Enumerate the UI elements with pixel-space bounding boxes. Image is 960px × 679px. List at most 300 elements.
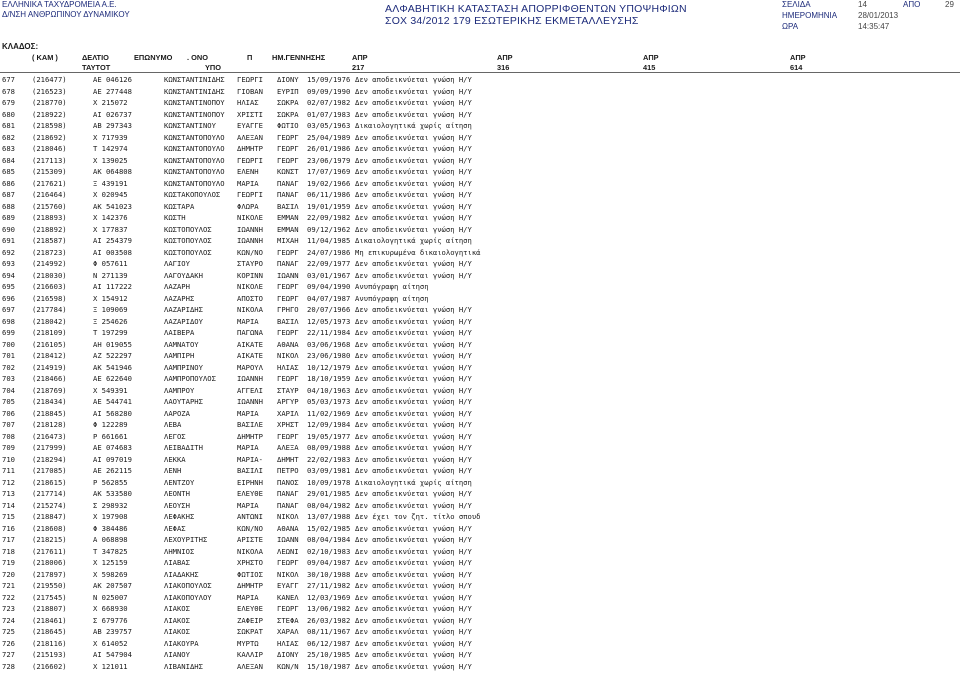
table-row — [0, 465, 960, 477]
first-name: ΙΩΑΝΝΗ — [237, 224, 263, 234]
kam-code: (218587) — [32, 236, 67, 245]
kam-code: (218770) — [32, 98, 67, 107]
col-apr1-header: ΑΠΡ — [352, 53, 368, 62]
surname: ΛΑΡΟΖΑ — [164, 408, 190, 418]
father-name: ΕΥΡΙΠ — [277, 86, 299, 96]
kam-code: (218608) — [32, 523, 67, 533]
id-card: Ρ 562855 — [93, 477, 128, 487]
id-card: Χ 121011 — [93, 661, 128, 671]
surname: ΚΩΣΤΗ — [164, 213, 186, 222]
first-name: ΑΙΚΑΤΕ — [237, 339, 263, 349]
kam-code: (216523) — [32, 86, 67, 96]
col-apr4-header: ΑΠΡ — [790, 53, 806, 62]
birth-date: 02/10/1983 — [307, 546, 351, 556]
row-number: 713 — [2, 489, 15, 498]
rejection-reason: Δεν αποδεικνύεται γνώση Η/Υ — [355, 270, 472, 280]
kam-code: (217545) — [32, 592, 67, 602]
first-name: ΜΑΡΙΑ — [237, 500, 259, 510]
col-kam-header: ( ΚΑΜ ) — [32, 53, 58, 62]
header-divider — [0, 72, 960, 73]
birth-date: 18/10/1959 — [307, 374, 351, 383]
rejection-reason: Δεν αποδεικνύεται γνώση Η/Υ — [355, 305, 472, 314]
kam-code: (218006) — [32, 558, 67, 567]
id-card: ΑΙ 547904 — [93, 650, 132, 659]
rejection-reason: Δεν αποδεικνύεται γνώση Η/Υ — [355, 362, 472, 372]
row-number: 709 — [2, 443, 15, 452]
kam-code: (215274) — [32, 500, 67, 510]
table-row — [0, 97, 960, 109]
surname: ΚΩΣΤΑΡΑ — [164, 201, 195, 211]
birth-date: 27/11/1982 — [307, 581, 351, 590]
surname: ΛΑΖΑΡΗ — [164, 282, 190, 291]
table-row — [0, 86, 960, 98]
rejection-reason: Δεν αποδεικνύεται γνώση Η/Υ — [355, 489, 472, 498]
birth-date: 20/07/1966 — [307, 305, 351, 314]
id-card: Ρ 661661 — [93, 431, 128, 441]
table-row — [0, 120, 960, 132]
first-name: ΔΗΜΗΤΡ — [237, 431, 263, 441]
rejection-reason: Δεν αποδεικνύεται γνώση Η/Υ — [355, 638, 472, 648]
id-card: Χ 139025 — [93, 155, 128, 165]
first-name: ΝΙΚΟΛΕ — [237, 282, 263, 291]
branch-label: ΚΛΑΔΟΣ: — [2, 42, 39, 51]
father-name: ΠΑΝΑΓ — [277, 489, 299, 498]
row-number: 711 — [2, 466, 15, 475]
surname: ΛΑΜΠΙΡΗ — [164, 351, 195, 360]
father-name: ΓΕΩΡΓ — [277, 558, 299, 567]
kam-code: (218461) — [32, 615, 67, 625]
surname: ΛΑΜΝΑΤΟΥ — [164, 339, 199, 349]
surname: ΛΕΙΒΑΔΙΤΗ — [164, 443, 203, 452]
surname: ΚΩΣΤΑΚΟΠΟΥΛΟΣ — [164, 190, 221, 199]
father-name: ΧΡΗΣΤ — [277, 420, 299, 429]
father-name: ΔΗΜΗΤ — [277, 454, 299, 464]
table-row — [0, 373, 960, 385]
row-number: 721 — [2, 581, 15, 590]
kam-code: (218847) — [32, 512, 67, 521]
kam-code: (217113) — [32, 155, 67, 165]
father-name: ΓΡΗΓΟ — [277, 305, 299, 314]
row-number: 686 — [2, 178, 15, 188]
father-name: ΓΕΩΡΓ — [277, 155, 299, 165]
row-number: 685 — [2, 167, 15, 176]
row-number: 727 — [2, 650, 15, 659]
birth-date: 09/09/1990 — [307, 86, 351, 96]
birth-date: 30/10/1988 — [307, 569, 351, 579]
surname: ΛΙΑΚΟΣ — [164, 604, 190, 613]
time-label: ΩΡΑ — [782, 22, 799, 31]
father-name: ΚΩΝΣΤ — [277, 167, 299, 176]
rejection-reason: Δικαιολογητικά χωρίς αίτηση — [355, 121, 472, 130]
surname: ΛΑΖΑΡΗΣ — [164, 293, 195, 303]
kam-code: (218215) — [32, 535, 67, 544]
surname: ΛΑΖΑΡΙΔΟΥ — [164, 316, 203, 326]
id-card: Χ 717939 — [93, 132, 128, 142]
id-card: ΑΙ 254379 — [93, 236, 132, 245]
table-row — [0, 350, 960, 362]
table-row — [0, 132, 960, 144]
rejection-reason: Μη επικυρωμένα δικαιολογητικά — [355, 247, 481, 257]
rejection-reason: Δεν αποδεικνύεται γνώση Η/Υ — [355, 351, 472, 360]
rejection-reason: Δεν αποδεικνύεται γνώση Η/Υ — [355, 109, 472, 119]
birth-date: 19/01/1959 — [307, 201, 351, 211]
row-number: 680 — [2, 109, 15, 119]
table-row — [0, 178, 960, 190]
birth-date: 25/10/1985 — [307, 650, 351, 659]
first-name: ΑΙΚΑΤΕ — [237, 351, 263, 360]
birth-date: 29/01/1985 — [307, 489, 351, 498]
father-name: ΓΕΩΡΓ — [277, 604, 299, 613]
birth-date: 19/05/1977 — [307, 431, 351, 441]
table-row — [0, 500, 960, 512]
kam-code: (216464) — [32, 190, 67, 199]
rejection-reason: Δεν αποδεικνύεται γνώση Η/Υ — [355, 650, 472, 659]
col-father-header: Π — [247, 53, 253, 62]
rejection-reason: Δεν αποδεικνύεται γνώση Η/Υ — [355, 132, 472, 142]
report-title: ΑΛΦΑΒΗΤΙΚΗ ΚΑΤΑΣΤΑΣΗ ΑΠΟΡΡΙΦΘΕΝΤΩΝ ΥΠΟΨΗΦΙΩΝ — [385, 3, 687, 15]
row-number: 697 — [2, 305, 15, 314]
birth-date: 12/03/1969 — [307, 592, 351, 602]
report-time: 14:35:47 — [858, 22, 890, 31]
father-name: ΣΤΕΦΑ — [277, 615, 299, 625]
row-number: 712 — [2, 477, 15, 487]
rejection-reason: Δεν αποδεικνύεται γνώση Η/Υ — [355, 408, 472, 418]
row-number: 682 — [2, 132, 15, 142]
birth-date: 09/12/1962 — [307, 224, 351, 234]
page-of-label: ΑΠΟ — [903, 0, 921, 9]
kam-code: (218692) — [32, 132, 67, 142]
id-card: Χ 177837 — [93, 224, 128, 234]
report-header — [0, 0, 960, 70]
rejection-reason: Δεν αποδεικνύεται γνώση Η/Υ — [355, 397, 472, 406]
surname: ΛΕΧΟΥΡΙΤΗΣ — [164, 535, 208, 544]
table-row — [0, 511, 960, 523]
kam-code: (217999) — [32, 443, 67, 452]
father-name: ΓΕΩΡΓ — [277, 293, 299, 303]
rejection-reason: Δεν αποδεικνύεται γνώση Η/Υ — [355, 581, 472, 590]
first-name: ΔΗΜΗΤΡ — [237, 144, 263, 153]
surname: ΚΩΝΣΤΑΝΤΟΠΟΥΛΟ — [164, 167, 225, 176]
table-row — [0, 592, 960, 604]
id-card: Χ 125159 — [93, 558, 128, 567]
father-name: ΑΘΑΝΑ — [277, 523, 299, 533]
table-row — [0, 580, 960, 592]
table-row — [0, 339, 960, 351]
first-name: ΜΥΡΤΩ — [237, 638, 259, 648]
birth-date: 23/06/1979 — [307, 155, 351, 165]
birth-date: 22/02/1983 — [307, 454, 351, 464]
first-name: ΠΑΓΩΝΑ — [237, 328, 263, 337]
rejection-reason: Δεν αποδεικνύεται γνώση Η/Υ — [355, 374, 472, 383]
table-row — [0, 385, 960, 397]
kam-code: (218109) — [32, 328, 67, 337]
id-card: Ξ 109069 — [93, 305, 128, 314]
id-card: ΑΕ 544741 — [93, 397, 132, 406]
father-name: ΧΑΡΑΛ — [277, 627, 299, 636]
row-number: 700 — [2, 339, 15, 349]
col-name-header: . ΟΝΟ — [187, 53, 208, 62]
surname: ΚΩΝΣΤΑΝΤΙΝΙΔΗΣ — [164, 86, 225, 96]
rejection-reason: Δεν αποδεικνύεται γνώση Η/Υ — [355, 259, 472, 268]
first-name: ΓΕΩΡΓΙ — [237, 75, 263, 84]
birth-date: 06/12/1987 — [307, 638, 351, 648]
table-row — [0, 224, 960, 236]
kam-code: (217897) — [32, 569, 67, 579]
col-adt-header-2: ΤΑΥΤΟΤ — [82, 63, 111, 72]
surname: ΚΩΝΣΤΑΝΤΙΝΟΠΟΥ — [164, 109, 225, 119]
kam-code: (218042) — [32, 316, 67, 326]
row-number: 716 — [2, 523, 15, 533]
row-number: 710 — [2, 454, 15, 464]
id-card: Χ 142376 — [93, 213, 128, 222]
first-name: ΕΛΕΥΘΕ — [237, 489, 263, 498]
id-card: ΑΙ 097019 — [93, 454, 132, 464]
father-name: ΑΛΕΞΑ — [277, 443, 299, 452]
id-card: ΑΚ 541946 — [93, 362, 132, 372]
first-name: ΜΑΡΙΑ — [237, 443, 259, 452]
surname: ΛΙΑΒΑΣ — [164, 558, 190, 567]
row-number: 724 — [2, 615, 15, 625]
surname: ΛΑΖΑΡΙΔΗΣ — [164, 305, 203, 314]
birth-date: 02/07/1982 — [307, 98, 351, 107]
surname: ΛΕΟΥΣΗ — [164, 500, 190, 510]
id-card: Φ 057611 — [93, 259, 128, 268]
birth-date: 10/09/1978 — [307, 477, 351, 487]
birth-date: 17/07/1969 — [307, 167, 351, 176]
rejection-reason: Δεν αποδεικνύεται γνώση Η/Υ — [355, 420, 472, 429]
surname: ΛΙΑΚΟΣ — [164, 615, 190, 625]
id-card: Χ 020945 — [93, 190, 128, 199]
birth-date: 08/04/1984 — [307, 535, 351, 544]
table-row — [0, 212, 960, 224]
kam-code: (218769) — [32, 385, 67, 395]
id-card: ΑΙ 117222 — [93, 282, 132, 291]
birth-date: 10/12/1979 — [307, 362, 351, 372]
surname: ΛΑΙΒΕΡΑ — [164, 328, 195, 337]
table-row — [0, 477, 960, 489]
father-name: ΙΩΑΝΝ — [277, 535, 299, 544]
surname: ΛΙΑΝΟΥ — [164, 650, 190, 659]
first-name: ΝΙΚΟΛΑ — [237, 305, 263, 314]
col-apr1-code: 217 — [352, 63, 365, 72]
father-name: ΔΙΟΝΥ — [277, 75, 299, 84]
table-row — [0, 247, 960, 259]
row-number: 722 — [2, 592, 15, 602]
first-name: ΚΑΛΛΙΡ — [237, 650, 263, 659]
father-name: ΠΑΝΑΓ — [277, 178, 299, 188]
birth-date: 05/03/1973 — [307, 397, 351, 406]
surname: ΛΑΓΟΥΔΑΚΗ — [164, 270, 203, 280]
id-card: ΑΚ 064808 — [93, 167, 132, 176]
col-surname-header: ΕΠΩΝΥΜΟ — [134, 53, 173, 62]
row-number: 719 — [2, 558, 15, 567]
father-name: ΜΙΧΑΗ — [277, 236, 299, 245]
table-row — [0, 488, 960, 500]
table-row — [0, 638, 960, 650]
rejection-reason: Δικαιολογητικά χωρίς αίτηση — [355, 477, 472, 487]
row-number: 677 — [2, 75, 15, 84]
col-apr2-code: 316 — [497, 63, 510, 72]
first-name: ΑΛΕΞΑΝ — [237, 132, 263, 142]
surname: ΛΕΝΗ — [164, 466, 182, 475]
id-card: Χ 668930 — [93, 604, 128, 613]
birth-date: 08/11/1967 — [307, 627, 351, 636]
table-row — [0, 189, 960, 201]
first-name: ΜΑΡΟΥΛ — [237, 362, 263, 372]
id-card: Σ 679776 — [93, 615, 128, 625]
row-number: 704 — [2, 385, 15, 395]
rejection-reason: Δεν αποδεικνύεται γνώση Η/Υ — [355, 98, 472, 107]
father-name: ΗΛΙΑΣ — [277, 638, 299, 648]
father-name: ΦΩΤΙΟ — [277, 121, 299, 130]
rejection-reason: Δεν αποδεικνύεται γνώση Η/Υ — [355, 592, 472, 602]
surname: ΛΕΚΚΑ — [164, 454, 186, 464]
kam-code: (216602) — [32, 661, 67, 671]
rejection-reason: Δεν αποδεικνύεται γνώση Η/Υ — [355, 339, 472, 349]
rejection-reason: Δεν αποδεικνύεται γνώση Η/Υ — [355, 500, 472, 510]
rejection-reason: Δεν αποδεικνύεται γνώση Η/Υ — [355, 627, 472, 636]
rejection-reason: Δεν αποδεικνύεται γνώση Η/Υ — [355, 385, 472, 395]
row-number: 708 — [2, 431, 15, 441]
id-card: ΑΒ 297343 — [93, 121, 132, 130]
birth-date: 12/09/1984 — [307, 420, 351, 429]
first-name: ΒΑΣΙΛΙ — [237, 466, 263, 475]
kam-code: (216477) — [32, 75, 67, 84]
row-number: 701 — [2, 351, 15, 360]
table-row — [0, 569, 960, 581]
first-name: ΕΛΕΝΗ — [237, 167, 259, 176]
surname: ΛΑΓΙΟΥ — [164, 259, 190, 268]
col-apr3-code: 415 — [643, 63, 656, 72]
birth-date: 08/09/1988 — [307, 443, 351, 452]
table-row — [0, 408, 960, 420]
surname: ΛΑΜΠΡΙΝΟΥ — [164, 362, 203, 372]
row-number: 725 — [2, 627, 15, 636]
id-card: Χ 215072 — [93, 98, 128, 107]
rejection-reason: Δεν αποδεικνύεται γνώση Η/Υ — [355, 615, 472, 625]
page-total: 29 — [945, 0, 954, 9]
kam-code: (218615) — [32, 477, 67, 487]
surname: ΚΩΝΣΤΑΝΤΙΝΟΠΟΥ — [164, 98, 225, 107]
rejection-reason: Δεν αποδεικνύεται γνώση Η/Υ — [355, 75, 472, 84]
id-card: ΑΕ 262115 — [93, 466, 132, 475]
row-number: 678 — [2, 86, 15, 96]
id-card: Φ 122289 — [93, 420, 128, 429]
surname: ΚΩΣΤΟΠΟΥΛΟΣ — [164, 236, 212, 245]
row-number: 690 — [2, 224, 15, 234]
birth-date: 09/04/1990 — [307, 282, 351, 291]
rejection-reason: Δεν αποδεικνύεται γνώση Η/Υ — [355, 558, 472, 567]
father-name: ΕΜΜΑΝ — [277, 213, 299, 222]
birth-date: 03/06/1968 — [307, 339, 351, 349]
row-number: 715 — [2, 512, 15, 521]
table-row — [0, 615, 960, 627]
id-card: ΑΚ 207507 — [93, 581, 132, 590]
id-card: ΑΖ 522297 — [93, 351, 132, 360]
first-name: ΕΥΑΓΓΕ — [237, 121, 263, 130]
kam-code: (218807) — [32, 604, 67, 613]
first-name: ΗΛΙΑΣ — [237, 98, 259, 107]
first-name: ΓΙΟΒΑΝ — [237, 86, 263, 96]
row-number: 687 — [2, 190, 15, 199]
father-name: ΓΕΩΡΓ — [277, 247, 299, 257]
table-row — [0, 431, 960, 443]
first-name: ΙΩΑΝΝΗ — [237, 374, 263, 383]
kam-code: (215760) — [32, 201, 67, 211]
id-card: ΑΒ 239757 — [93, 627, 132, 636]
row-number: 681 — [2, 121, 15, 130]
rejection-reason: Δεν αποδεικνύεται γνώση Η/Υ — [355, 86, 472, 96]
father-name: ΝΙΚΟΛ — [277, 512, 299, 521]
id-card: Τ 347825 — [93, 546, 128, 556]
surname: ΛΕΦΑΚΗΣ — [164, 512, 195, 521]
report-date: 28/01/2013 — [858, 11, 899, 20]
surname: ΚΩΣΤΟΠΟΥΛΟΣ — [164, 224, 212, 234]
rejection-reason: Δεν αποδεικνύεται γνώση Η/Υ — [355, 167, 472, 176]
rejection-reason: Δεν αποδεικνύεται γνώση Η/Υ — [355, 604, 472, 613]
father-name: ΠΕΤΡΟ — [277, 466, 299, 475]
birth-date: 15/10/1987 — [307, 661, 351, 671]
father-name: ΕΜΜΑΝ — [277, 224, 299, 234]
kam-code: (218128) — [32, 420, 67, 429]
row-number: 714 — [2, 500, 15, 510]
table-row — [0, 626, 960, 638]
first-name: ΑΓΓΕΛΙ — [237, 385, 263, 395]
rejection-reason: Δεν αποδεικνύεται γνώση Η/Υ — [355, 201, 472, 211]
first-name: ΜΑΡΙΑ- — [237, 454, 263, 464]
kam-code: (216598) — [32, 293, 67, 303]
row-number: 692 — [2, 247, 15, 257]
kam-code: (217611) — [32, 546, 67, 556]
row-number: 707 — [2, 420, 15, 429]
father-name: ΠΑΝΑΓ — [277, 259, 299, 268]
rejection-reason: Ανυπόγραφη αίτηση — [355, 282, 429, 291]
first-name: ΣΤΑΥΡΟ — [237, 259, 263, 268]
surname: ΛΕΝΤΖΟΥ — [164, 477, 195, 487]
rejection-reason: Ανυπόγραφη αίτηση — [355, 293, 429, 303]
father-name: ΔΙΟΝΥ — [277, 650, 299, 659]
row-number: 696 — [2, 293, 15, 303]
birth-date: 09/04/1987 — [307, 558, 351, 567]
row-number: 695 — [2, 282, 15, 291]
table-row — [0, 201, 960, 213]
father-name: ΙΩΑΝΝ — [277, 270, 299, 280]
page-label: ΣΕΛΙΔΑ — [782, 0, 811, 9]
id-card: ΑΙ 003508 — [93, 247, 132, 257]
kam-code: (217714) — [32, 489, 67, 498]
table-row — [0, 557, 960, 569]
row-number: 718 — [2, 546, 15, 556]
row-number: 717 — [2, 535, 15, 544]
kam-code: (218412) — [32, 351, 67, 360]
father-name: ΑΘΑΝΑ — [277, 339, 299, 349]
first-name: ΒΑΣΙΛΕ — [237, 420, 263, 429]
col-apr2-header: ΑΠΡ — [497, 53, 513, 62]
rejection-reason: Δεν αποδεικνύεται γνώση Η/Υ — [355, 328, 472, 337]
id-card: Ν 025007 — [93, 592, 128, 602]
id-card: Ν 271139 — [93, 270, 128, 280]
birth-date: 22/09/1982 — [307, 213, 351, 222]
id-card: ΑΙ 568280 — [93, 408, 132, 418]
table-row — [0, 327, 960, 339]
row-number: 705 — [2, 397, 15, 406]
id-card: ΑΕ 046126 — [93, 75, 132, 84]
rejection-reason: Δεν αποδεικνύεται γνώση Η/Υ — [355, 466, 472, 475]
kam-code: (216603) — [32, 282, 67, 291]
birth-date: 25/04/1989 — [307, 132, 351, 142]
row-number: 679 — [2, 98, 15, 107]
birth-date: 13/07/1988 — [307, 512, 351, 521]
